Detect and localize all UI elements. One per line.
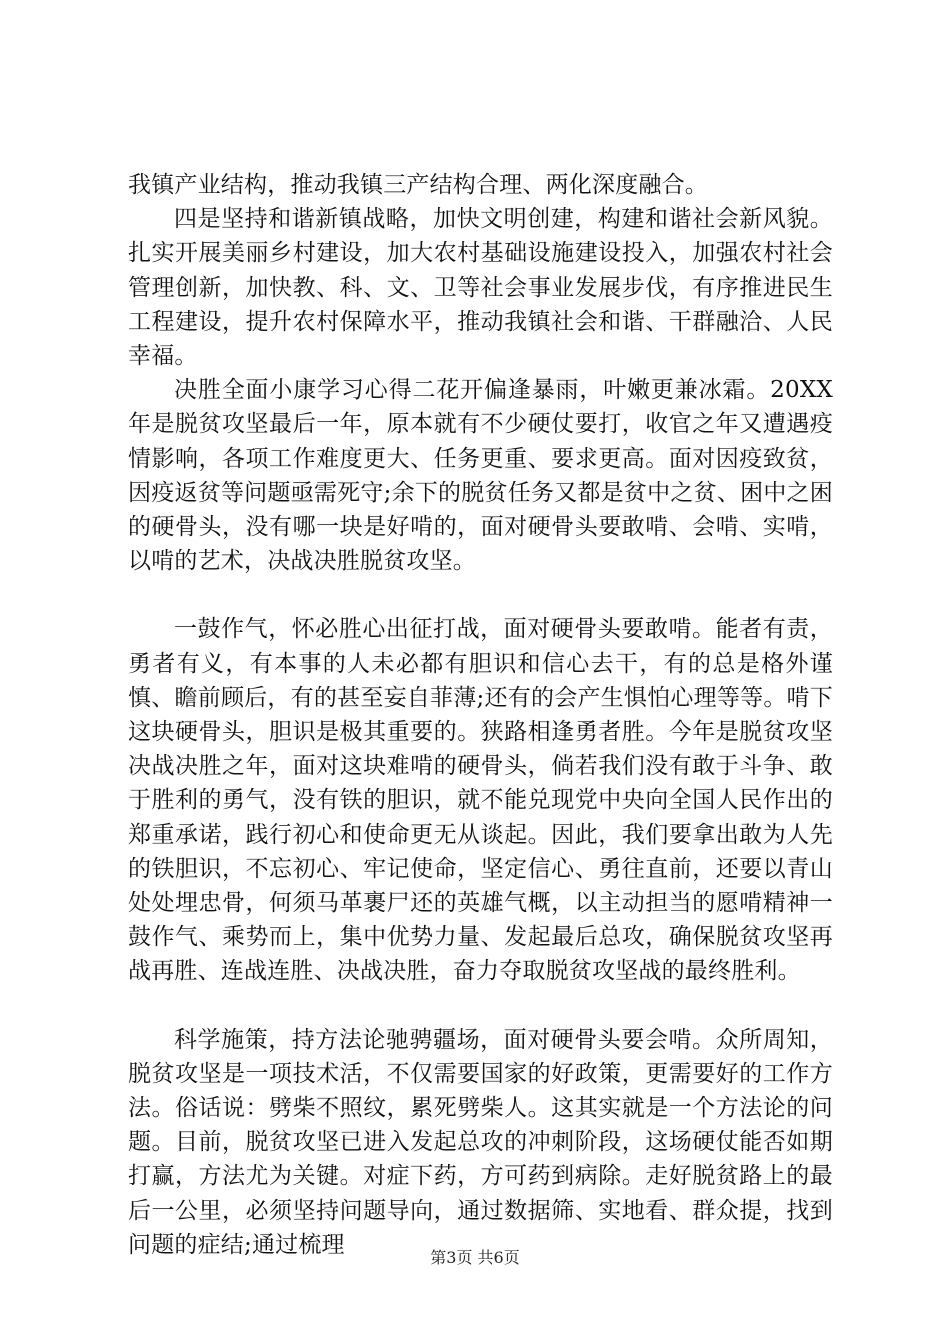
paragraph-spacer <box>128 578 833 612</box>
paragraph-harmony-strategy: 四是坚持和谐新镇战略，加快文明创建，构建和谐社会新风貌。扎实开展美丽乡村建设，加大农村基础设施建设投入，加强农村社会管理创新，加快教、科、文、卫等社会事业发展步伐，有序推进民生工程建设，提升农村保障水平，推动我镇社会和谐、干群融洽、人民幸福。 <box>128 206 833 370</box>
page-footer: 第3页 共6页 <box>430 1248 520 1267</box>
paragraph-dare-to-bite: 一鼓作气，怀必胜心出征打战，面对硬骨头要敢啃。能者有责，勇者有义，有本事的人未必都有胆识和信心去干，有的总是格外谨慎、瞻前顾后，有的甚至妄自菲薄;还有的会产生惧怕心理等等。啃下这块硬骨头，胆识是极其重要的。狭路相逢勇者胜。今年是脱贫攻坚决战决胜之年，面对这块难啃的硬骨头，倘若我们没有敢于斗争、敢于胜利的勇气，没有铁的胆识，就不能兑现党中央向全国人民作出的郑重承诺，践行初心和使命更无从谈起。因此，我们要拿出敢为人先的铁胆识，不忘初心、牢记使命，坚定信心、勇往直前，还要以青山处处埋忠骨，何须马革裹尸还的英雄气概，以主动担当的愿啃精神一鼓作气、乘势而上，集中优势力量、发起最后总攻，确保脱贫攻坚再战再胜、连战连胜、决战决胜，奋力夺取脱贫攻坚战的最终胜利。 <box>128 616 833 985</box>
document-body <box>128 168 833 1262</box>
paragraph-learning-insight: 决胜全面小康学习心得二花开偏逢暴雨，叶嫩更兼冰霜。20XX年是脱贫攻坚最后一年，原本就有不少硬仗要打，收官之年又遭遇疫情影响，各项工作难度更大、任务更重、要求更高。面对因疫致贫，因疫返贫等问题亟需死守;余下的脱贫任务又都是贫中之贫、困中之困的硬骨头，没有哪一块是好啃的，面对硬骨头要敢啃、会啃、实啃，以啃的艺术，决战决胜脱贫攻坚。 <box>128 377 833 575</box>
paragraph-spacer <box>128 989 833 1023</box>
paragraph-know-how-to-bite: 科学施策，持方法论驰骋疆场，面对硬骨头要会啃。众所周知，脱贫攻坚是一项技术活，不仅需要国家的好政策，更需要好的工作方法。俗话说：劈柴不照纹，累死劈柴人。这其实就是一个方法论的问题。目前，脱贫攻坚已进入发起总攻的冲刺阶段，这场硬仗能否如期打赢，方法尤为关键。对症下药，方可药到病除。走好脱贫路上的最后一公里，必须坚持问题导向，通过数据筛、实地看、群众提，找到问题的症结;通过梳理 <box>128 1026 833 1258</box>
paragraph-continuation: 我镇产业结构，推动我镇三产结构合理、两化深度融合。 <box>128 172 708 198</box>
